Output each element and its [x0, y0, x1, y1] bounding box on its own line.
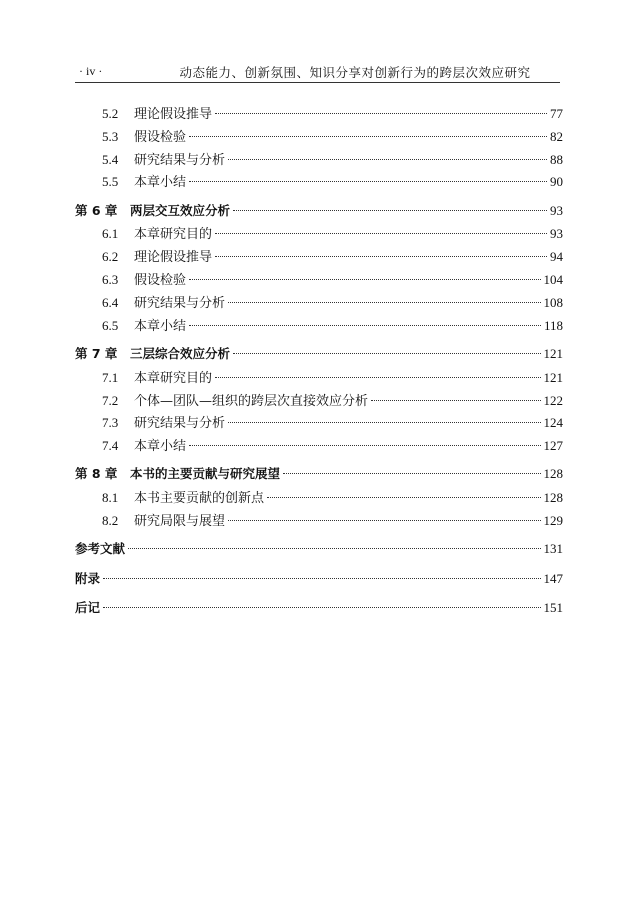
toc-entry-number: 5.4	[102, 151, 119, 167]
toc-chapter-entry[interactable]	[75, 464, 563, 487]
dot-leader	[215, 377, 540, 378]
toc-entry-title: 附录	[75, 570, 101, 586]
toc-entry-number: 6.4	[102, 294, 119, 310]
toc-entry-title: 研究结果与分析	[134, 152, 226, 168]
toc-entry-page: 93	[550, 226, 563, 242]
toc-entry-title: 本章小结	[134, 318, 187, 334]
toc-entry-page: 128	[543, 466, 563, 482]
toc-entry-number: 5.5	[102, 174, 119, 190]
toc-entry-title: 理论假设推导	[134, 107, 213, 122]
toc-entry-number: 第 8 章	[75, 466, 118, 482]
toc-entry-page: 118	[543, 317, 563, 333]
dot-leader	[371, 400, 540, 401]
dot-leader	[228, 302, 540, 303]
toc-entry-page: 90	[550, 174, 563, 190]
dot-leader	[215, 256, 547, 257]
toc-entry-title: 本章小结	[134, 175, 187, 191]
toc-entry-title: 假设检验	[134, 273, 187, 289]
toc-entry-title: 本章研究目的	[134, 227, 213, 243]
toc-entry-title: 本书主要贡献的创新点	[134, 491, 265, 507]
dot-leader	[189, 325, 541, 326]
toc-section-entry[interactable]	[75, 412, 563, 435]
toc-entry-page: 121	[543, 369, 563, 385]
toc-entry-page: 121	[543, 345, 563, 361]
toc-entry-number: 8.2	[102, 513, 119, 529]
toc-section-entry[interactable]	[75, 171, 563, 194]
toc-section-entry[interactable]	[75, 269, 563, 292]
toc-entry-page: 122	[543, 392, 563, 408]
toc-entry-number: 6.3	[102, 272, 119, 288]
dot-leader	[128, 548, 540, 549]
toc-chapter-entry[interactable]	[75, 539, 563, 562]
toc-entry-page: 151	[543, 599, 563, 615]
toc-entry-title: 本章小结	[134, 439, 187, 455]
toc-entry-page: 104	[543, 272, 563, 288]
toc-entry-page: 129	[543, 513, 563, 529]
toc-section-entry[interactable]	[75, 246, 563, 269]
running-title: 动态能力、创新氛围、知识分享对创新行为的跨层次效应研究	[179, 65, 531, 80]
toc-chapter-entry[interactable]	[75, 344, 563, 367]
dot-leader	[215, 233, 547, 234]
toc-entry-number: 第 7 章	[75, 345, 118, 361]
toc-section-entry[interactable]	[75, 390, 563, 413]
toc-entry-title: 研究结果与分析	[134, 416, 226, 432]
toc-entry-page: 147	[543, 570, 563, 586]
toc-entry-number: 6.2	[102, 249, 119, 265]
toc-entry-page: 77	[550, 106, 563, 121]
toc-entry-title: 本章研究目的	[134, 370, 213, 386]
dot-leader	[233, 353, 540, 354]
dot-leader	[189, 181, 547, 182]
toc-entry-page: 93	[550, 202, 563, 218]
toc-entry-title: 两层交互效应分析	[130, 202, 231, 218]
toc-entry-title: 本书的主要贡献与研究展望	[130, 466, 281, 482]
toc-section-entry[interactable]	[75, 510, 563, 533]
toc-chapter-entry[interactable]	[75, 569, 563, 592]
toc-section-entry[interactable]	[75, 367, 563, 390]
dot-leader	[103, 607, 540, 608]
dot-leader	[267, 497, 540, 498]
toc-entry-title: 理论假设推导	[134, 250, 213, 266]
toc-entry-page: 127	[543, 438, 563, 454]
dot-leader	[189, 136, 547, 137]
toc-entry-number: 7.2	[102, 392, 119, 408]
toc-entry-number: 6.5	[102, 317, 119, 333]
toc-entry-number: 5.2	[102, 106, 119, 121]
toc-entry-title: 假设检验	[134, 129, 187, 145]
toc-entry-page: 94	[550, 249, 563, 265]
running-header	[75, 62, 560, 83]
toc-entry-number: 7.3	[102, 415, 119, 431]
toc-entry-number: 5.3	[102, 128, 119, 144]
dot-leader	[189, 445, 540, 446]
toc-section-entry[interactable]	[75, 435, 563, 458]
toc-entry-page: 82	[550, 128, 563, 144]
dot-leader	[228, 422, 540, 423]
toc-chapter-entry[interactable]	[75, 598, 563, 621]
table-of-contents	[75, 103, 563, 621]
toc-entry-title: 个体—团队—组织的跨层次直接效应分析	[134, 393, 369, 409]
dot-leader	[189, 279, 540, 280]
dot-leader	[233, 210, 547, 211]
toc-section-entry[interactable]	[75, 223, 563, 246]
dot-leader	[103, 578, 540, 579]
dot-leader	[228, 159, 547, 160]
dot-leader	[283, 473, 540, 474]
toc-chapter-entry[interactable]	[75, 201, 563, 224]
toc-entry-page: 131	[543, 541, 563, 557]
toc-section-entry[interactable]	[75, 292, 563, 315]
dot-leader	[215, 113, 547, 114]
toc-entry-title: 后记	[75, 599, 101, 615]
toc-section-entry[interactable]	[75, 487, 563, 510]
toc-section-entry[interactable]	[75, 126, 563, 149]
toc-section-entry[interactable]	[75, 103, 563, 126]
toc-section-entry[interactable]	[75, 149, 563, 172]
toc-entry-number: 第 6 章	[75, 202, 118, 218]
toc-entry-title: 参考文献	[75, 541, 126, 557]
toc-entry-number: 7.1	[102, 369, 119, 385]
toc-entry-page: 124	[543, 415, 563, 431]
toc-entry-title: 三层综合效应分析	[130, 345, 231, 361]
toc-entry-number: 6.1	[102, 226, 119, 242]
dot-leader	[228, 520, 540, 521]
toc-entry-number: 7.4	[102, 438, 119, 454]
page-number: · iv ·	[79, 64, 103, 78]
toc-entry-page: 108	[543, 294, 563, 310]
toc-entry-page: 88	[550, 151, 563, 167]
toc-entry-title: 研究局限与展望	[134, 514, 226, 530]
toc-entry-title: 研究结果与分析	[134, 295, 226, 311]
toc-entry-page: 128	[543, 490, 563, 506]
toc-entry-number: 8.1	[102, 490, 119, 506]
toc-section-entry[interactable]	[75, 315, 563, 338]
